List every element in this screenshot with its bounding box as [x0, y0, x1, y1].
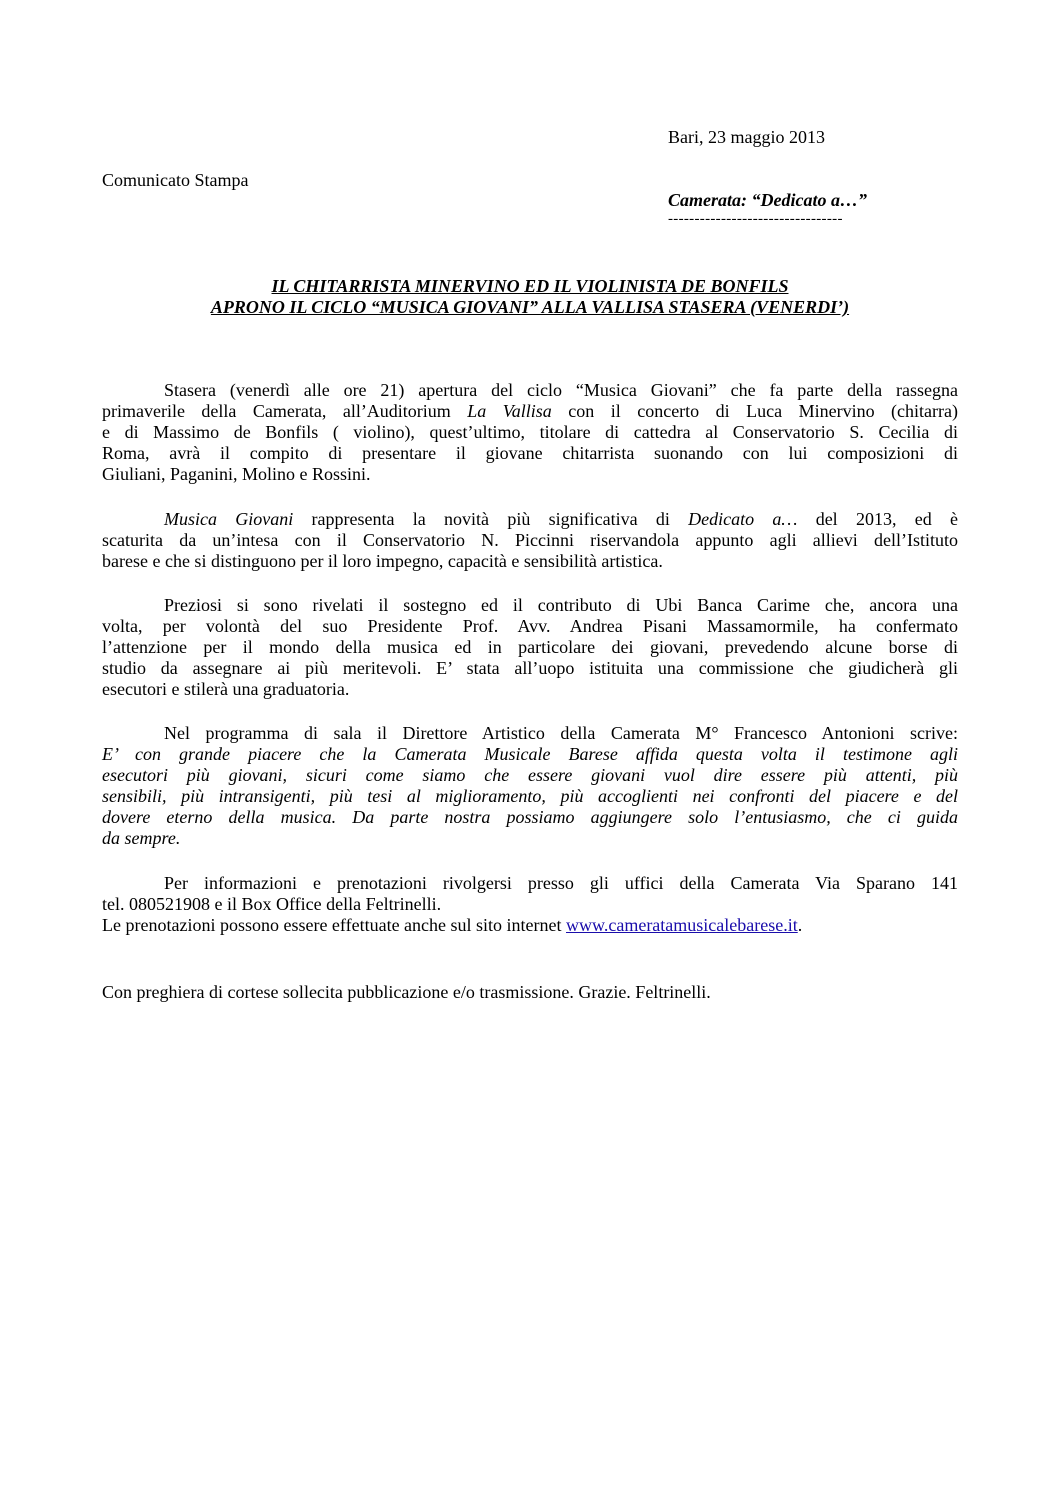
- quote-line: esecutori più giovani, sicuri come siamo che essere giovani vuol dire essere più attenti, più: [102, 765, 958, 785]
- paragraph-4: [102, 723, 958, 849]
- venue-name: La Vallisa: [467, 401, 552, 421]
- separator-line: ---------------------------------: [668, 211, 843, 227]
- text-run: rappresenta la novità più significativa di: [293, 509, 689, 529]
- paragraph-1: [102, 380, 958, 485]
- headline-line-1: IL CHITARRISTA MINERVINO ED IL VIOLINISTA DE BONFILS: [271, 276, 789, 296]
- paragraph-line: esecutori e stilerà una graduatoria.: [102, 679, 350, 699]
- closing-text: Con preghiera di cortese sollecita pubblicazione e/o trasmissione. Grazie. Feltrinelli.: [102, 982, 711, 1002]
- text-run: con il concerto di Luca Minervino (chitarra): [551, 401, 958, 421]
- paragraph-line: [102, 401, 958, 422]
- quote-line: dovere eterno della musica. Da parte nostra possiamo aggiungere solo l’entusiasmo, che ci guida: [102, 807, 958, 827]
- text-run: Le prenotazioni possono essere effettuate anche sul sito internet: [102, 915, 567, 935]
- quote-line: E’ con grande piacere che la Camerata Musicale Barese affida questa volta il testimone agli: [102, 744, 958, 764]
- quote-line: sensibili, più intransigenti, più tesi al miglioramento, più accoglienti nei confronti del piacere e del: [102, 786, 958, 806]
- paragraph-line: [102, 509, 958, 530]
- paragraph-3: [102, 595, 958, 700]
- paragraph-line: Per informazioni e prenotazioni rivolgersi presso gli uffici della Camerata Via Sparano 141: [164, 873, 958, 893]
- headline: [102, 276, 958, 318]
- document-date: Bari, 23 maggio 2013: [668, 127, 825, 147]
- paragraph-line: Roma, avrà il compito di presentare il giovane chitarrista suonando con lui composizioni di: [102, 443, 958, 463]
- paragraph-line: Giuliani, Paganini, Molino e Rossini.: [102, 464, 371, 484]
- paragraph-line: Nel programma di sala il Direttore Artistico della Camerata M° Francesco Antonioni scrive:: [164, 723, 958, 743]
- text-run: .: [797, 915, 803, 935]
- paragraph-line: tel. 080521908 e il Box Office della Feltrinelli.: [102, 894, 442, 914]
- text-run: primaverile della Camerata, all’Auditorium: [102, 401, 468, 421]
- paragraph-line: [102, 915, 958, 936]
- paragraph-line: scaturita da un’intesa con il Conservatorio N. Piccinni riservandola appunto agli allievi dell’Istituto: [102, 530, 958, 550]
- series-title: Camerata: “Dedicato a…”: [668, 190, 867, 210]
- paragraph-line: volta, per volontà del suo Presidente Prof. Avv. Andrea Pisani Massamormile, ha confermato: [102, 616, 958, 636]
- paragraph-line: l’attenzione per il mondo della musica ed in particolare dei giovani, prevedendo alcune borse di: [102, 637, 958, 657]
- headline-line-2: APRONO IL CICLO “MUSICA GIOVANI” ALLA VALLISA STASERA (VENERDI’): [210, 297, 850, 317]
- text-run: del 2013, ed è: [797, 509, 958, 529]
- closing-line: [102, 982, 958, 1003]
- italic-title: Musica Giovani: [164, 509, 294, 529]
- paragraph-2: [102, 509, 958, 572]
- quote-line: da sempre.: [102, 828, 181, 848]
- italic-title: Dedicato a…: [688, 509, 798, 529]
- document-type-label: Comunicato Stampa: [102, 170, 249, 190]
- paragraph-line: barese e che si distinguono per il loro impegno, capacità e sensibilità artistica.: [102, 551, 663, 571]
- paragraph-5: [102, 873, 958, 936]
- website-link[interactable]: www.cameratamusicalebarese.it: [566, 915, 798, 935]
- paragraph-line: Stasera (venerdì alle ore 21) apertura del ciclo “Musica Giovani” che fa parte della rassegna: [164, 380, 958, 400]
- paragraph-line: Preziosi si sono rivelati il sostegno ed il contributo di Ubi Banca Carime che, ancora una: [164, 595, 958, 615]
- paragraph-line: studio da assegnare ai più meritevoli. E’ stata all’uopo istituita una commissione che giudicherà gli: [102, 658, 958, 678]
- paragraph-line: e di Massimo de Bonfils ( violino), quest’ultimo, titolare di cattedra al Conservatorio S. Cecilia di: [102, 422, 958, 442]
